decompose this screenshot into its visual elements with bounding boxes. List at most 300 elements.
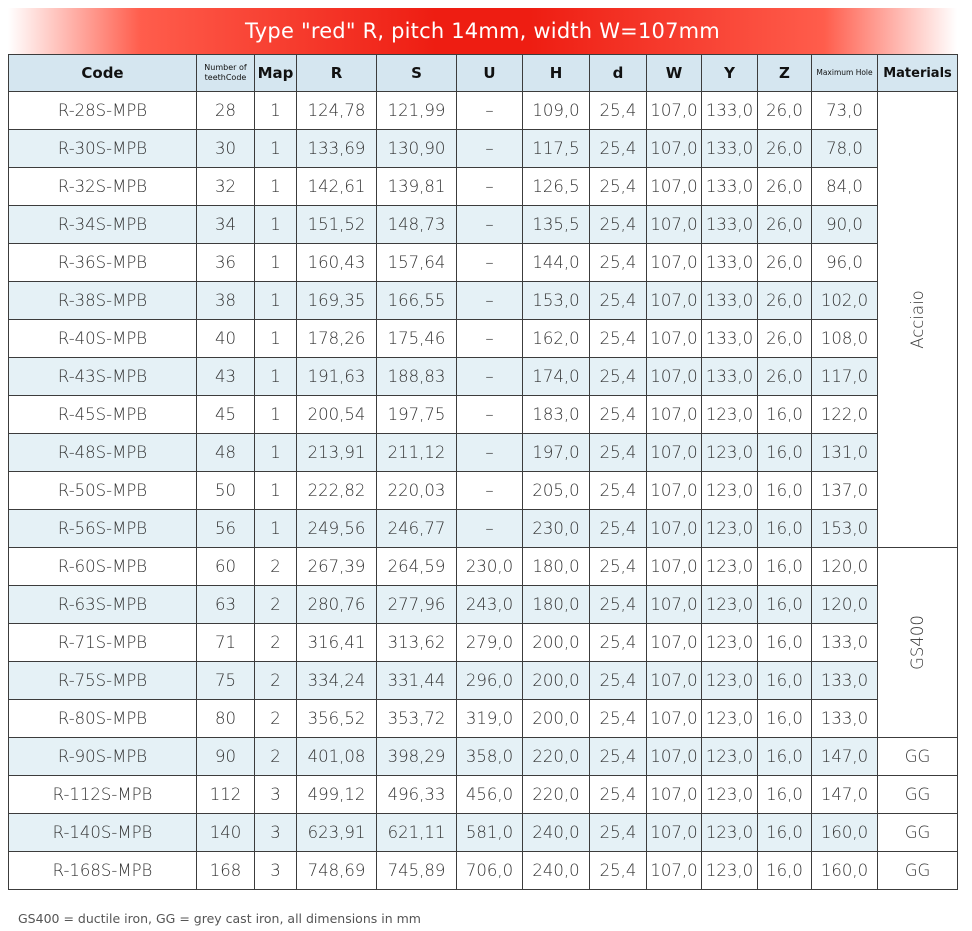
cell-s: 188,83 xyxy=(377,358,457,396)
cell-w: 107,0 xyxy=(647,434,702,472)
cell-teeth: 34 xyxy=(197,206,255,244)
cell-z: 26,0 xyxy=(758,206,812,244)
cell-u: 319,0 xyxy=(457,700,523,738)
table-row xyxy=(9,776,958,814)
header-u: U xyxy=(457,55,523,92)
cell-map: 1 xyxy=(255,396,297,434)
cell-u: – xyxy=(457,282,523,320)
cell-code: R-50S-MPB xyxy=(9,472,197,510)
cell-teeth: 32 xyxy=(197,168,255,206)
cell-r: 213,91 xyxy=(297,434,377,472)
cell-s: 264,59 xyxy=(377,548,457,586)
cell-z: 16,0 xyxy=(758,624,812,662)
cell-u: 456,0 xyxy=(457,776,523,814)
table-row xyxy=(9,586,958,624)
cell-s: 621,11 xyxy=(377,814,457,852)
cell-teeth: 75 xyxy=(197,662,255,700)
cell-h: 109,0 xyxy=(523,92,590,130)
cell-r: 280,76 xyxy=(297,586,377,624)
cell-d: 25,4 xyxy=(590,738,647,776)
header-s: S xyxy=(377,55,457,92)
cell-d: 25,4 xyxy=(590,662,647,700)
cell-teeth: 45 xyxy=(197,396,255,434)
cell-u: – xyxy=(457,320,523,358)
material-cell xyxy=(878,814,958,852)
header-maximum-hole: Maximum Hole xyxy=(812,55,878,92)
cell-h: 183,0 xyxy=(523,396,590,434)
cell-teeth: 90 xyxy=(197,738,255,776)
cell-u: – xyxy=(457,358,523,396)
cell-d: 25,4 xyxy=(590,92,647,130)
cell-max-hole: 133,0 xyxy=(812,700,878,738)
material-label: GS400 xyxy=(907,615,927,670)
cell-w: 107,0 xyxy=(647,662,702,700)
table-row xyxy=(9,434,958,472)
cell-w: 107,0 xyxy=(647,738,702,776)
cell-r: 401,08 xyxy=(297,738,377,776)
cell-y: 123,0 xyxy=(702,510,758,548)
material-label: GG xyxy=(904,747,931,766)
cell-code: R-43S-MPB xyxy=(9,358,197,396)
cell-z: 16,0 xyxy=(758,852,812,890)
cell-r: 169,35 xyxy=(297,282,377,320)
table-row xyxy=(9,624,958,662)
cell-code: R-36S-MPB xyxy=(9,244,197,282)
cell-code: R-80S-MPB xyxy=(9,700,197,738)
cell-r: 200,54 xyxy=(297,396,377,434)
cell-y: 123,0 xyxy=(702,852,758,890)
cell-y: 133,0 xyxy=(702,358,758,396)
header-teeth: Number of teethCode xyxy=(197,55,255,92)
cell-code: R-140S-MPB xyxy=(9,814,197,852)
cell-z: 16,0 xyxy=(758,662,812,700)
table-row xyxy=(9,662,958,700)
cell-code: R-32S-MPB xyxy=(9,168,197,206)
cell-d: 25,4 xyxy=(590,624,647,662)
cell-w: 107,0 xyxy=(647,586,702,624)
header-map: Map xyxy=(255,55,297,92)
cell-map: 1 xyxy=(255,320,297,358)
cell-w: 107,0 xyxy=(647,624,702,662)
cell-w: 107,0 xyxy=(647,396,702,434)
table-row xyxy=(9,548,958,586)
cell-code: R-90S-MPB xyxy=(9,738,197,776)
cell-z: 16,0 xyxy=(758,434,812,472)
cell-code: R-34S-MPB xyxy=(9,206,197,244)
cell-u: 358,0 xyxy=(457,738,523,776)
cell-max-hole: 133,0 xyxy=(812,662,878,700)
cell-map: 1 xyxy=(255,434,297,472)
cell-s: 277,96 xyxy=(377,586,457,624)
cell-s: 157,64 xyxy=(377,244,457,282)
cell-teeth: 71 xyxy=(197,624,255,662)
cell-z: 16,0 xyxy=(758,776,812,814)
cell-y: 123,0 xyxy=(702,738,758,776)
cell-d: 25,4 xyxy=(590,168,647,206)
cell-h: 220,0 xyxy=(523,776,590,814)
material-label: GG xyxy=(904,823,931,842)
cell-r: 334,24 xyxy=(297,662,377,700)
cell-z: 16,0 xyxy=(758,548,812,586)
table-row xyxy=(9,738,958,776)
cell-max-hole: 153,0 xyxy=(812,510,878,548)
cell-teeth: 112 xyxy=(197,776,255,814)
cell-d: 25,4 xyxy=(590,814,647,852)
table-body xyxy=(9,92,958,890)
cell-w: 107,0 xyxy=(647,320,702,358)
cell-h: 135,5 xyxy=(523,206,590,244)
cell-max-hole: 147,0 xyxy=(812,776,878,814)
cell-map: 1 xyxy=(255,206,297,244)
cell-h: 174,0 xyxy=(523,358,590,396)
cell-w: 107,0 xyxy=(647,814,702,852)
cell-y: 123,0 xyxy=(702,472,758,510)
cell-code: R-168S-MPB xyxy=(9,852,197,890)
cell-h: 240,0 xyxy=(523,852,590,890)
cell-d: 25,4 xyxy=(590,586,647,624)
cell-code: R-48S-MPB xyxy=(9,434,197,472)
cell-s: 745,89 xyxy=(377,852,457,890)
cell-y: 133,0 xyxy=(702,92,758,130)
cell-map: 2 xyxy=(255,624,297,662)
cell-s: 353,72 xyxy=(377,700,457,738)
cell-max-hole: 73,0 xyxy=(812,92,878,130)
cell-h: 153,0 xyxy=(523,282,590,320)
cell-map: 3 xyxy=(255,852,297,890)
cell-max-hole: 122,0 xyxy=(812,396,878,434)
cell-teeth: 43 xyxy=(197,358,255,396)
cell-y: 123,0 xyxy=(702,776,758,814)
cell-z: 16,0 xyxy=(758,586,812,624)
cell-code: R-71S-MPB xyxy=(9,624,197,662)
cell-z: 16,0 xyxy=(758,472,812,510)
table-title: Type "red" R, pitch 14mm, width W=107mm xyxy=(8,8,957,54)
cell-z: 16,0 xyxy=(758,700,812,738)
cell-h: 180,0 xyxy=(523,548,590,586)
cell-s: 246,77 xyxy=(377,510,457,548)
cell-s: 496,33 xyxy=(377,776,457,814)
cell-r: 316,41 xyxy=(297,624,377,662)
cell-u: 706,0 xyxy=(457,852,523,890)
cell-u: – xyxy=(457,168,523,206)
cell-max-hole: 120,0 xyxy=(812,548,878,586)
cell-d: 25,4 xyxy=(590,396,647,434)
cell-max-hole: 131,0 xyxy=(812,434,878,472)
table-row xyxy=(9,852,958,890)
cell-max-hole: 160,0 xyxy=(812,814,878,852)
cell-r: 356,52 xyxy=(297,700,377,738)
cell-map: 3 xyxy=(255,776,297,814)
cell-r: 748,69 xyxy=(297,852,377,890)
cell-d: 25,4 xyxy=(590,130,647,168)
cell-u: – xyxy=(457,510,523,548)
material-label: Acciaio xyxy=(907,290,927,349)
cell-map: 2 xyxy=(255,586,297,624)
table-row xyxy=(9,396,958,434)
cell-h: 200,0 xyxy=(523,662,590,700)
cell-h: 126,5 xyxy=(523,168,590,206)
cell-u: 296,0 xyxy=(457,662,523,700)
cell-map: 2 xyxy=(255,548,297,586)
cell-map: 2 xyxy=(255,738,297,776)
material-cell xyxy=(878,852,958,890)
table-row xyxy=(9,510,958,548)
cell-teeth: 30 xyxy=(197,130,255,168)
cell-h: 200,0 xyxy=(523,700,590,738)
cell-teeth: 60 xyxy=(197,548,255,586)
cell-r: 133,69 xyxy=(297,130,377,168)
cell-y: 133,0 xyxy=(702,168,758,206)
table-row xyxy=(9,168,958,206)
material-cell xyxy=(878,548,958,738)
footnote: GS400 = ductile iron, GG = grey cast iron, all dimensions in mm xyxy=(18,911,421,926)
cell-w: 107,0 xyxy=(647,472,702,510)
cell-u: 243,0 xyxy=(457,586,523,624)
cell-u: 230,0 xyxy=(457,548,523,586)
cell-s: 331,44 xyxy=(377,662,457,700)
cell-z: 16,0 xyxy=(758,738,812,776)
cell-d: 25,4 xyxy=(590,282,647,320)
cell-map: 1 xyxy=(255,168,297,206)
cell-d: 25,4 xyxy=(590,434,647,472)
table-row xyxy=(9,244,958,282)
cell-h: 220,0 xyxy=(523,738,590,776)
cell-r: 124,78 xyxy=(297,92,377,130)
cell-h: 205,0 xyxy=(523,472,590,510)
cell-z: 26,0 xyxy=(758,244,812,282)
cell-s: 220,03 xyxy=(377,472,457,510)
cell-z: 26,0 xyxy=(758,320,812,358)
cell-max-hole: 160,0 xyxy=(812,852,878,890)
cell-h: 180,0 xyxy=(523,586,590,624)
cell-h: 197,0 xyxy=(523,434,590,472)
cell-teeth: 36 xyxy=(197,244,255,282)
cell-y: 133,0 xyxy=(702,130,758,168)
cell-w: 107,0 xyxy=(647,700,702,738)
cell-y: 133,0 xyxy=(702,282,758,320)
cell-max-hole: 108,0 xyxy=(812,320,878,358)
table-row xyxy=(9,472,958,510)
cell-h: 117,5 xyxy=(523,130,590,168)
cell-h: 230,0 xyxy=(523,510,590,548)
cell-z: 16,0 xyxy=(758,814,812,852)
material-cell xyxy=(878,776,958,814)
cell-map: 1 xyxy=(255,244,297,282)
cell-d: 25,4 xyxy=(590,244,647,282)
cell-u: – xyxy=(457,434,523,472)
cell-teeth: 80 xyxy=(197,700,255,738)
cell-code: R-63S-MPB xyxy=(9,586,197,624)
cell-y: 133,0 xyxy=(702,320,758,358)
cell-code: R-28S-MPB xyxy=(9,92,197,130)
header-r: R xyxy=(297,55,377,92)
cell-z: 26,0 xyxy=(758,282,812,320)
cell-code: R-60S-MPB xyxy=(9,548,197,586)
cell-d: 25,4 xyxy=(590,548,647,586)
header-z: Z xyxy=(758,55,812,92)
sprocket-table xyxy=(8,54,958,890)
cell-h: 144,0 xyxy=(523,244,590,282)
cell-r: 142,61 xyxy=(297,168,377,206)
cell-code: R-45S-MPB xyxy=(9,396,197,434)
cell-z: 16,0 xyxy=(758,510,812,548)
cell-w: 107,0 xyxy=(647,776,702,814)
cell-d: 25,4 xyxy=(590,320,647,358)
cell-w: 107,0 xyxy=(647,282,702,320)
cell-max-hole: 120,0 xyxy=(812,586,878,624)
cell-map: 1 xyxy=(255,92,297,130)
cell-teeth: 63 xyxy=(197,586,255,624)
cell-u: – xyxy=(457,130,523,168)
cell-r: 178,26 xyxy=(297,320,377,358)
cell-h: 240,0 xyxy=(523,814,590,852)
cell-r: 160,43 xyxy=(297,244,377,282)
cell-r: 151,52 xyxy=(297,206,377,244)
cell-max-hole: 78,0 xyxy=(812,130,878,168)
cell-code: R-75S-MPB xyxy=(9,662,197,700)
cell-u: – xyxy=(457,472,523,510)
cell-y: 123,0 xyxy=(702,434,758,472)
cell-y: 123,0 xyxy=(702,396,758,434)
cell-s: 211,12 xyxy=(377,434,457,472)
cell-y: 133,0 xyxy=(702,206,758,244)
cell-u: – xyxy=(457,206,523,244)
cell-r: 191,63 xyxy=(297,358,377,396)
cell-teeth: 28 xyxy=(197,92,255,130)
cell-d: 25,4 xyxy=(590,700,647,738)
cell-y: 123,0 xyxy=(702,548,758,586)
cell-max-hole: 137,0 xyxy=(812,472,878,510)
header-materials: Materials xyxy=(878,55,958,92)
cell-d: 25,4 xyxy=(590,472,647,510)
cell-map: 1 xyxy=(255,130,297,168)
cell-h: 200,0 xyxy=(523,624,590,662)
cell-s: 313,62 xyxy=(377,624,457,662)
cell-r: 499,12 xyxy=(297,776,377,814)
header-h: H xyxy=(523,55,590,92)
cell-s: 197,75 xyxy=(377,396,457,434)
cell-w: 107,0 xyxy=(647,244,702,282)
cell-s: 166,55 xyxy=(377,282,457,320)
material-cell xyxy=(878,738,958,776)
cell-max-hole: 117,0 xyxy=(812,358,878,396)
cell-z: 26,0 xyxy=(758,168,812,206)
cell-u: – xyxy=(457,244,523,282)
cell-u: – xyxy=(457,396,523,434)
cell-w: 107,0 xyxy=(647,358,702,396)
cell-y: 123,0 xyxy=(702,624,758,662)
cell-s: 121,99 xyxy=(377,92,457,130)
cell-r: 623,91 xyxy=(297,814,377,852)
cell-y: 123,0 xyxy=(702,586,758,624)
cell-w: 107,0 xyxy=(647,130,702,168)
cell-map: 1 xyxy=(255,472,297,510)
cell-code: R-30S-MPB xyxy=(9,130,197,168)
cell-z: 16,0 xyxy=(758,396,812,434)
cell-r: 249,56 xyxy=(297,510,377,548)
cell-y: 123,0 xyxy=(702,814,758,852)
cell-code: R-56S-MPB xyxy=(9,510,197,548)
cell-z: 26,0 xyxy=(758,92,812,130)
header-code: Code xyxy=(9,55,197,92)
cell-u: 279,0 xyxy=(457,624,523,662)
cell-teeth: 48 xyxy=(197,434,255,472)
cell-w: 107,0 xyxy=(647,548,702,586)
spec-sheet xyxy=(8,8,957,926)
cell-max-hole: 96,0 xyxy=(812,244,878,282)
cell-teeth: 140 xyxy=(197,814,255,852)
cell-code: R-112S-MPB xyxy=(9,776,197,814)
cell-w: 107,0 xyxy=(647,92,702,130)
header-w: W xyxy=(647,55,702,92)
cell-d: 25,4 xyxy=(590,852,647,890)
cell-max-hole: 90,0 xyxy=(812,206,878,244)
header-row xyxy=(9,55,958,92)
cell-s: 148,73 xyxy=(377,206,457,244)
header-y: Y xyxy=(702,55,758,92)
cell-map: 2 xyxy=(255,700,297,738)
cell-s: 139,81 xyxy=(377,168,457,206)
table-row xyxy=(9,320,958,358)
table-row xyxy=(9,358,958,396)
cell-w: 107,0 xyxy=(647,510,702,548)
cell-s: 175,46 xyxy=(377,320,457,358)
material-label: GG xyxy=(904,861,931,880)
cell-u: – xyxy=(457,92,523,130)
cell-d: 25,4 xyxy=(590,206,647,244)
cell-map: 2 xyxy=(255,662,297,700)
cell-max-hole: 102,0 xyxy=(812,282,878,320)
table-row xyxy=(9,700,958,738)
cell-d: 25,4 xyxy=(590,510,647,548)
material-label: GG xyxy=(904,785,931,804)
cell-s: 130,90 xyxy=(377,130,457,168)
cell-map: 3 xyxy=(255,814,297,852)
cell-y: 133,0 xyxy=(702,244,758,282)
cell-y: 123,0 xyxy=(702,662,758,700)
cell-w: 107,0 xyxy=(647,852,702,890)
table-row xyxy=(9,282,958,320)
cell-y: 123,0 xyxy=(702,700,758,738)
cell-map: 1 xyxy=(255,510,297,548)
cell-w: 107,0 xyxy=(647,206,702,244)
cell-teeth: 168 xyxy=(197,852,255,890)
cell-max-hole: 147,0 xyxy=(812,738,878,776)
header-d: d xyxy=(590,55,647,92)
cell-z: 26,0 xyxy=(758,358,812,396)
cell-d: 25,4 xyxy=(590,776,647,814)
cell-z: 26,0 xyxy=(758,130,812,168)
cell-teeth: 38 xyxy=(197,282,255,320)
cell-teeth: 56 xyxy=(197,510,255,548)
cell-teeth: 40 xyxy=(197,320,255,358)
cell-h: 162,0 xyxy=(523,320,590,358)
cell-teeth: 50 xyxy=(197,472,255,510)
cell-d: 25,4 xyxy=(590,358,647,396)
table-row xyxy=(9,814,958,852)
cell-map: 1 xyxy=(255,282,297,320)
cell-max-hole: 84,0 xyxy=(812,168,878,206)
cell-code: R-40S-MPB xyxy=(9,320,197,358)
cell-s: 398,29 xyxy=(377,738,457,776)
cell-max-hole: 133,0 xyxy=(812,624,878,662)
cell-u: 581,0 xyxy=(457,814,523,852)
cell-r: 267,39 xyxy=(297,548,377,586)
cell-w: 107,0 xyxy=(647,168,702,206)
table-row xyxy=(9,206,958,244)
material-cell xyxy=(878,92,958,548)
table-row xyxy=(9,130,958,168)
